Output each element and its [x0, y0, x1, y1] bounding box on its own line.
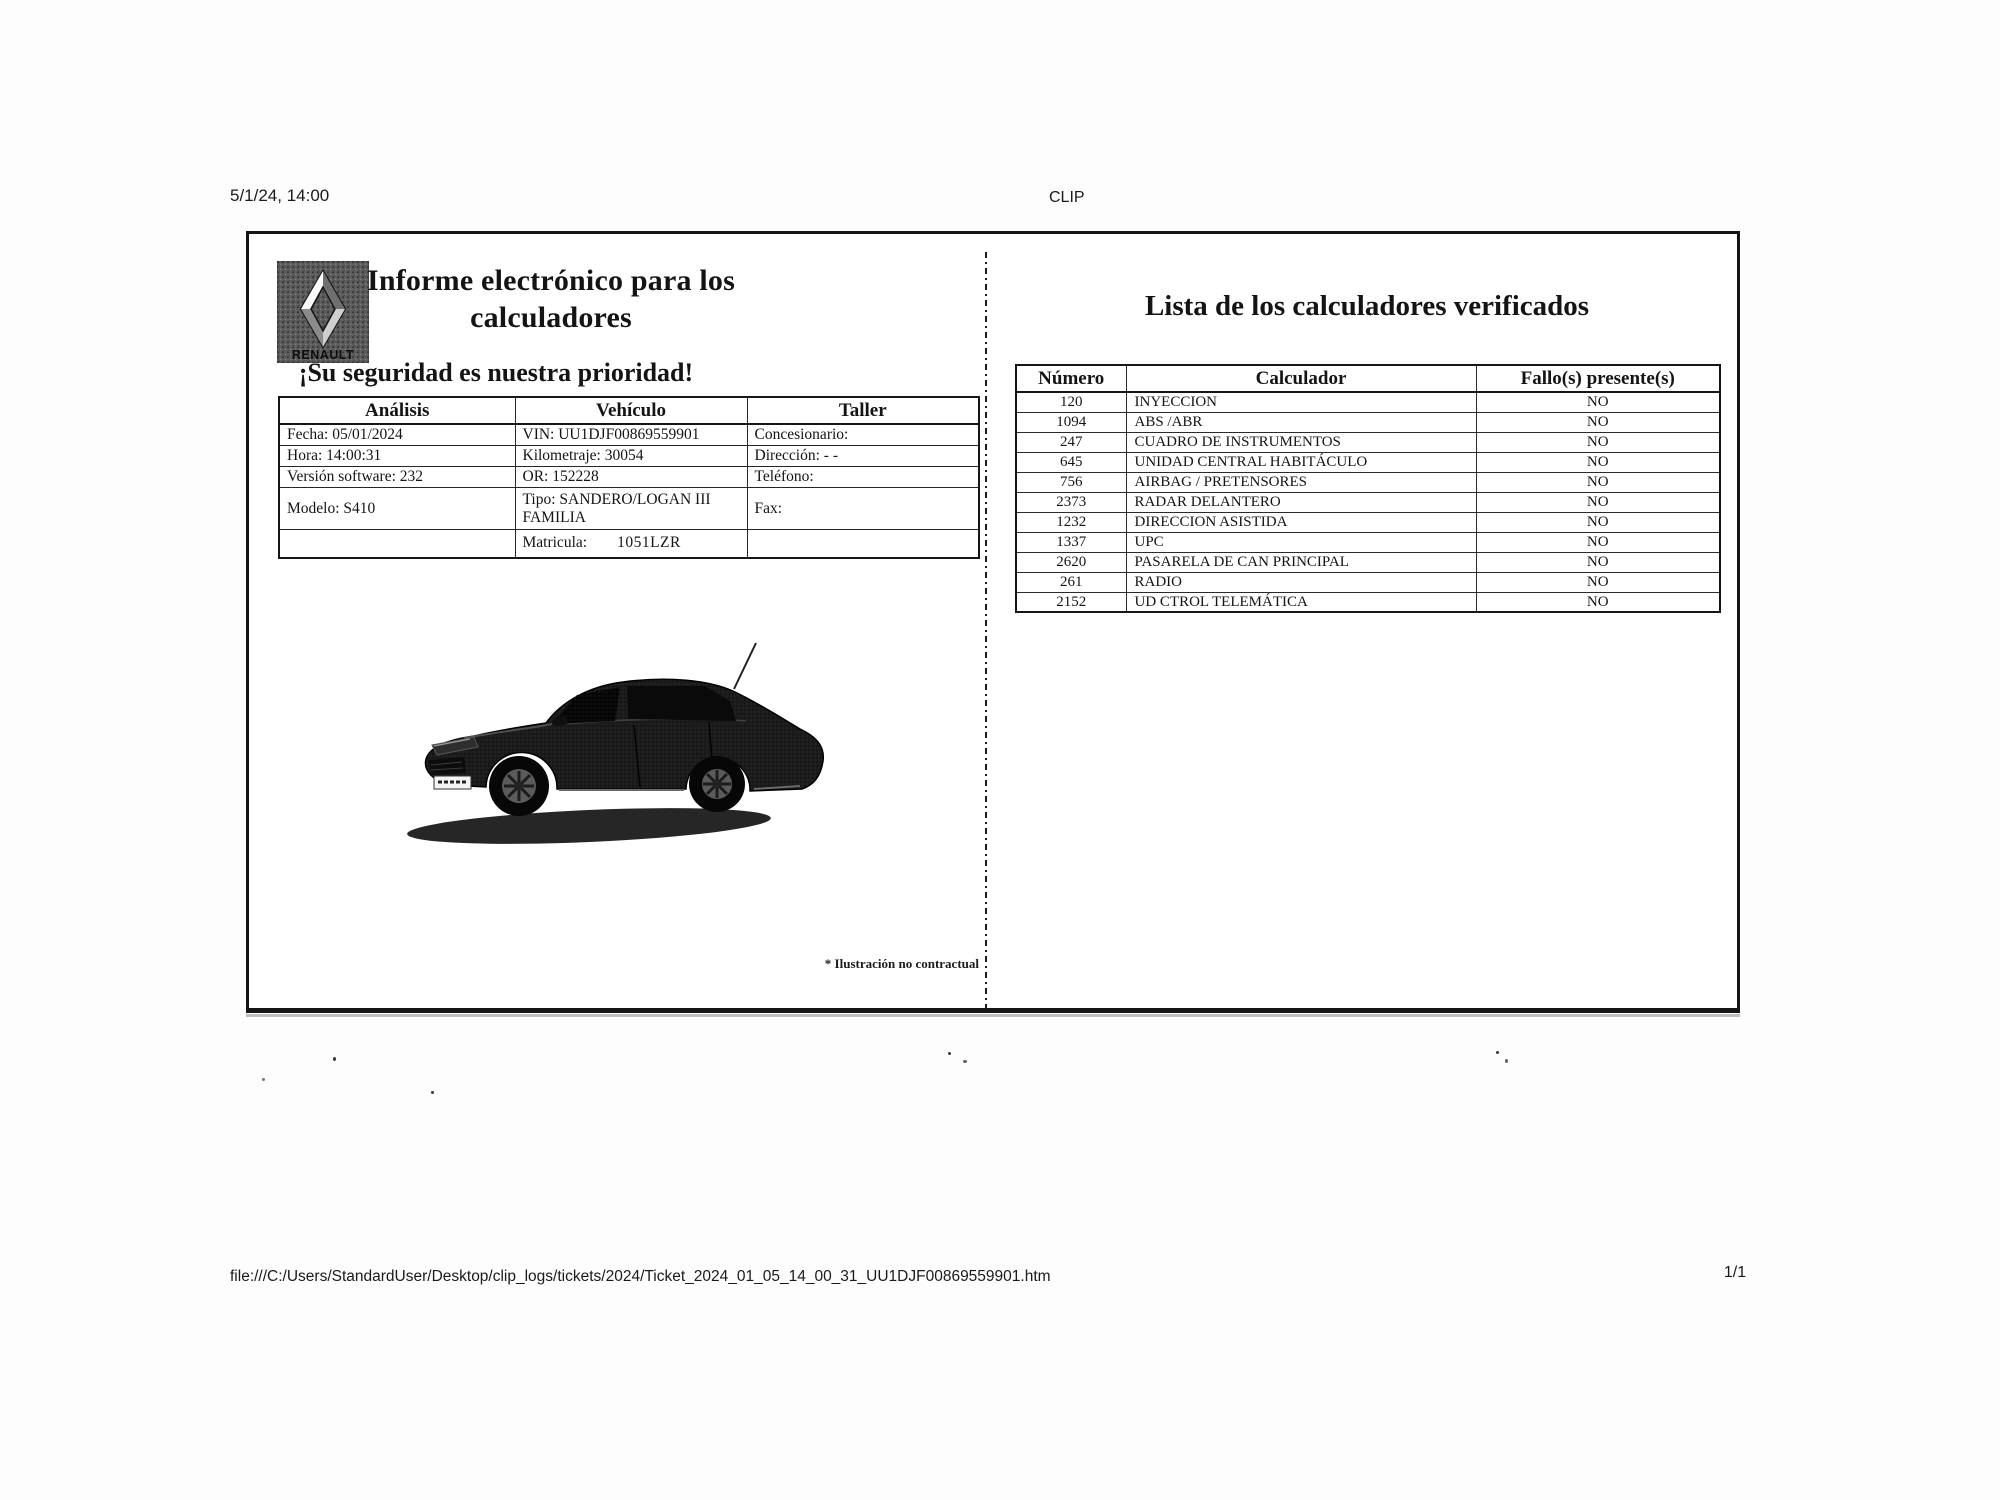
- verified-list-title: Lista de los calculadores verificados: [1144, 290, 1590, 322]
- cell-fallo: NO: [1476, 572, 1720, 592]
- cell-numero: 1337: [1016, 532, 1126, 552]
- column-header-fallos: Fallo(s) presente(s): [1476, 365, 1720, 392]
- scan-speck: [1496, 1051, 1499, 1054]
- car-grille: [429, 757, 466, 775]
- matricula-label: Matricula:: [522, 534, 588, 552]
- cell-calculador: DIRECCION ASISTIDA: [1126, 512, 1476, 532]
- report-frame: [246, 231, 1740, 1013]
- car-antenna: [734, 643, 756, 689]
- cell-fallo: NO: [1476, 492, 1720, 512]
- table-cell: OR: 152228: [515, 467, 747, 488]
- cell-calculador: INYECCION: [1126, 392, 1476, 412]
- car-license-plate: [434, 776, 471, 789]
- cell-calculador: CUADRO DE INSTRUMENTOS: [1126, 432, 1476, 452]
- table-row: [1016, 572, 1720, 592]
- car-windows: [552, 686, 736, 724]
- table-cell: Fax:: [747, 488, 979, 530]
- cell-fallo: NO: [1476, 552, 1720, 572]
- cell-numero: 645: [1016, 452, 1126, 472]
- table-row: [1016, 532, 1720, 552]
- table-row: [1016, 412, 1720, 432]
- cell-fallo: NO: [1476, 592, 1720, 612]
- table-cell: Kilometraje: 30054: [515, 446, 747, 467]
- table-cell: Dirección: - -: [747, 446, 979, 467]
- cell-numero: 756: [1016, 472, 1126, 492]
- cell-calculador: UNIDAD CENTRAL HABITÁCULO: [1126, 452, 1476, 472]
- report-title: [251, 262, 851, 336]
- matricula-value: 1051LZR: [617, 534, 681, 552]
- table-cell-matricula: [515, 530, 747, 558]
- cell-numero: 2152: [1016, 592, 1126, 612]
- footer-page-number: 1/1: [1723, 1264, 1747, 1281]
- table-cell: Tipo: SANDERO/LOGAN III FAMILIA: [515, 488, 747, 530]
- cell-numero: 2620: [1016, 552, 1126, 572]
- report-title-line1: Informe electrónico para los: [366, 264, 735, 297]
- table-row: [1016, 552, 1720, 572]
- cell-calculador: RADIO: [1126, 572, 1476, 592]
- cell-numero: 1232: [1016, 512, 1126, 532]
- cell-calculador: ABS /ABR: [1126, 412, 1476, 432]
- panel-divider: [985, 252, 987, 1008]
- cell-calculador: UPC: [1126, 532, 1476, 552]
- info-row: [279, 424, 979, 446]
- renault-logo-text: RENAULT: [291, 348, 355, 362]
- cell-fallo: NO: [1476, 392, 1720, 412]
- cell-calculador: PASARELA DE CAN PRINCIPAL: [1126, 552, 1476, 572]
- cell-calculador: RADAR DELANTERO: [1126, 492, 1476, 512]
- rear-wheel: [689, 756, 745, 812]
- scan-speck: [333, 1057, 336, 1061]
- cell-numero: 261: [1016, 572, 1126, 592]
- scan-speck: [431, 1091, 434, 1094]
- scan-speck: [963, 1060, 967, 1063]
- info-row: [279, 488, 979, 530]
- cell-calculador: UD CTROL TELEMÁTICA: [1126, 592, 1476, 612]
- scan-speck: [948, 1052, 951, 1055]
- cell-numero: 1094: [1016, 412, 1126, 432]
- info-row: [279, 467, 979, 488]
- table-cell: Concesionario:: [747, 424, 979, 446]
- table-cell: VIN: UU1DJF00869559901: [515, 424, 747, 446]
- column-header-vehiculo: Vehículo: [515, 397, 747, 424]
- table-row: [1016, 472, 1720, 492]
- table-cell: Hora: 14:00:31: [279, 446, 515, 467]
- table-cell: Modelo: S410: [279, 488, 515, 530]
- verified-calculators-table: [1015, 364, 1721, 613]
- car-illustration: [404, 629, 854, 864]
- cell-fallo: NO: [1476, 532, 1720, 552]
- cell-fallo: NO: [1476, 472, 1720, 492]
- cell-fallo: NO: [1476, 452, 1720, 472]
- table-cell: [747, 530, 979, 558]
- table-cell: [279, 530, 515, 558]
- front-wheel: [489, 756, 549, 816]
- info-header-row: [279, 397, 979, 424]
- illustration-note: * Ilustración no contractual: [824, 956, 979, 971]
- cell-numero: 120: [1016, 392, 1126, 412]
- cell-fallo: NO: [1476, 432, 1720, 452]
- scan-speck: [1505, 1059, 1508, 1063]
- table-row: [1016, 592, 1720, 612]
- info-row-matricula: [279, 530, 979, 558]
- cell-numero: 2373: [1016, 492, 1126, 512]
- footer-file-path: file:///C:/Users/StandardUser/Desktop/clip_logs/tickets/2024/Ticket_2024_01_05_14_00_31_UU1DJF00869559901.htm: [230, 1268, 1051, 1285]
- report-subtitle: ¡Su seguridad es nuestra prioridad!: [298, 358, 694, 387]
- table-row: [1016, 452, 1720, 472]
- info-row: [279, 446, 979, 467]
- column-header-calculador: Calculador: [1126, 365, 1476, 392]
- table-cell: Versión software: 232: [279, 467, 515, 488]
- column-header-taller: Taller: [747, 397, 979, 424]
- column-header-analisis: Análisis: [279, 397, 515, 424]
- vehicle-info-table: [278, 396, 980, 559]
- report-title-line2: calculadores: [470, 301, 632, 334]
- table-row: [1016, 392, 1720, 412]
- verified-header-row: [1016, 365, 1720, 392]
- table-row: [1016, 492, 1720, 512]
- cell-fallo: NO: [1476, 512, 1720, 532]
- scan-speck: [262, 1078, 265, 1081]
- print-datetime: 5/1/24, 14:00: [230, 186, 330, 205]
- table-row: [1016, 432, 1720, 452]
- car-body: [426, 679, 824, 791]
- table-cell: Fecha: 05/01/2024: [279, 424, 515, 446]
- table-cell: Teléfono:: [747, 467, 979, 488]
- cell-calculador: AIRBAG / PRETENSORES: [1126, 472, 1476, 492]
- print-app-title: CLIP: [1049, 189, 1085, 206]
- table-row: [1016, 512, 1720, 532]
- column-header-numero: Número: [1016, 365, 1126, 392]
- cell-fallo: NO: [1476, 412, 1720, 432]
- cell-numero: 247: [1016, 432, 1126, 452]
